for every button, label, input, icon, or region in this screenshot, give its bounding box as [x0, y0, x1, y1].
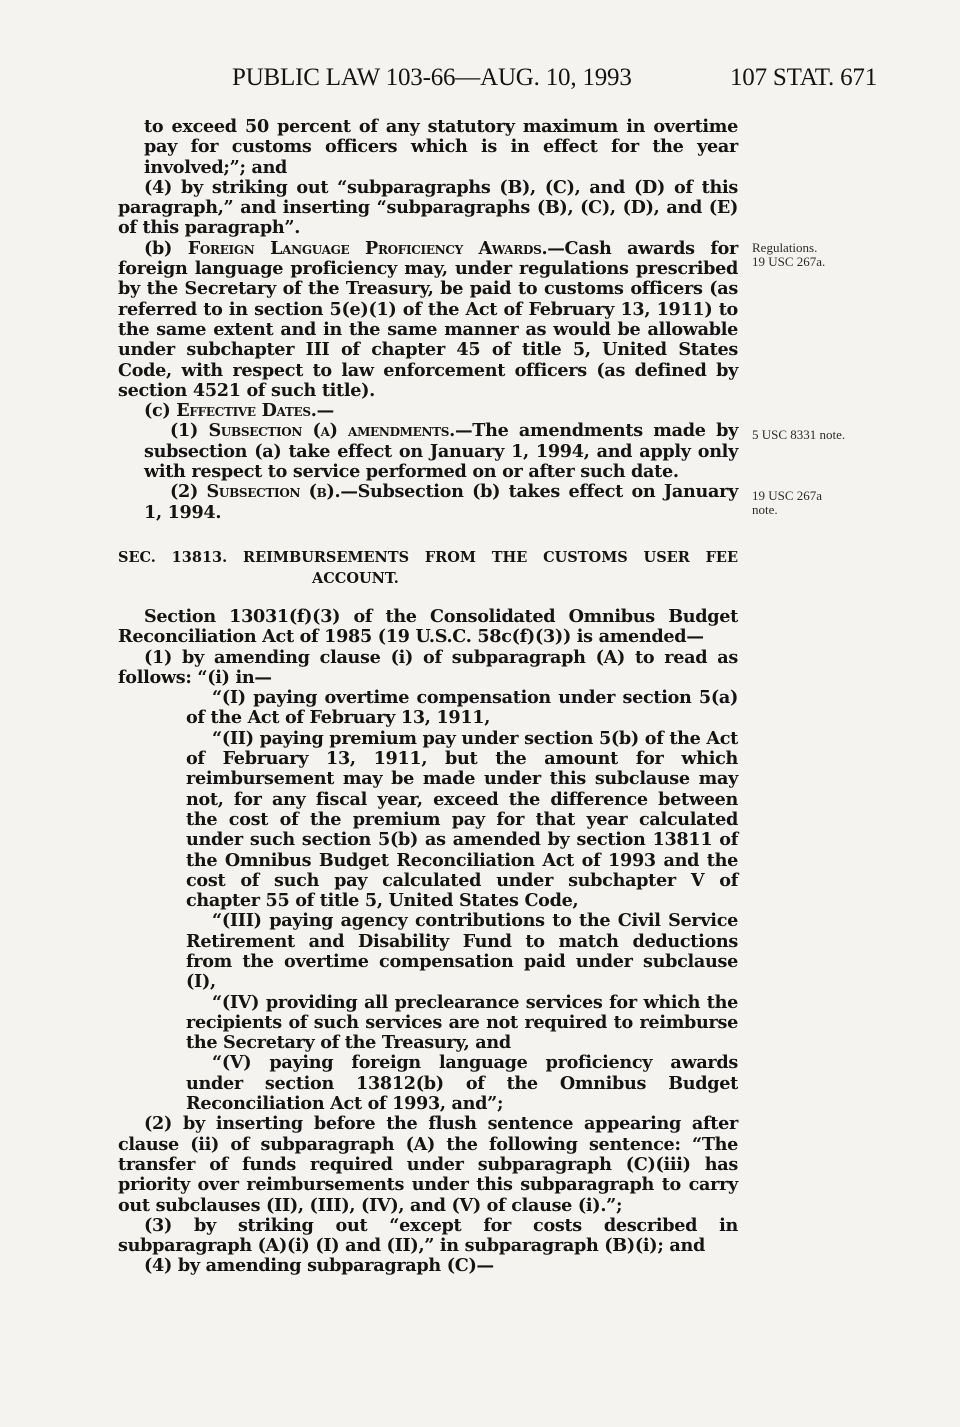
section-title-line-1: REIMBURSEMENTS FROM THE CUSTOMS USER FEE — [243, 548, 738, 566]
margin-note-line: 5 USC 8331 note. — [752, 427, 846, 442]
paragraph-label: (1) — [170, 420, 198, 442]
paragraph: (3) by striking out “except for costs described in subparagraph (A)(i) (I) and (II),” in subparagraph (B)(i); and — [118, 1214, 738, 1257]
margin-note-5-usc-8331 — [752, 428, 845, 442]
margin-note-regulations — [752, 241, 825, 269]
paragraph-heading: Subsection (b). — [206, 481, 341, 503]
paragraph-c1 — [118, 421, 738, 482]
margin-note-19-usc-267a-note — [752, 489, 822, 517]
page-number: 107 STAT. 671 — [729, 64, 877, 91]
paragraph: (4) by striking out “subparagraphs (B), (C), and (D) of this paragraph,” and inserting “subparagraphs (B), (C), (D), and (E) of this paragraph”. — [118, 176, 738, 239]
subsection-text: — — [316, 400, 334, 422]
paragraph: “(IV) providing all preclearance services for which the recipients of such services are not required to reimburse the Secretary of the Treasury, and — [186, 991, 738, 1054]
margin-note-line: 19 USC 267a — [752, 488, 823, 503]
paragraph-c2 — [118, 482, 738, 523]
paragraph-text: —Subsection (b) takes effect on January 1, 1994. — [144, 481, 739, 523]
subsection-heading: Foreign Language Proficiency Awards. — [187, 237, 548, 259]
paragraph-subsection-b — [118, 239, 738, 401]
paragraph: Section 13031(f)(3) of the Consolidated Omnibus Budget Reconciliation Act of 1985 (19 U.S.C. 58c(f)(3)) is amended— — [118, 605, 738, 648]
section-title-line-2: ACCOUNT. — [312, 569, 399, 587]
paragraph: to exceed 50 percent of any statutory maximum in overtime pay for customs officers which is in effect for the year involved;”; and — [144, 116, 738, 178]
margin-note-line: 19 USC 267a. — [752, 254, 826, 269]
subsection-label: (c) — [144, 400, 171, 422]
subsection-label: (b) — [144, 237, 173, 259]
paragraph: “(I) paying overtime compensation under section 5(a) of the Act of February 13, 1911, — [186, 687, 738, 729]
paragraph-text: —The amendments made by subsection (a) take effect on January 1, 1994, and apply only with respect to service performed on or after such date. — [144, 420, 738, 483]
page-header — [232, 64, 877, 96]
paragraph-subsection-c — [118, 401, 738, 421]
subsection-text: —Cash awards for foreign language proficiency may, under regulations prescribed by the Secretary of the Treasury, be paid to customs officers (as referred to in section 5(e)(1) of the Act of February 13, 1911) to the same extent and in the same manner as would be allowable under subchapter III of chapter 45 of title 5, United States Code, with respect to law enforcement officers (as defined by section 4521 of such title). — [118, 237, 738, 401]
section-number: SEC. 13813. — [118, 548, 228, 566]
paragraph-label: (2) — [170, 481, 198, 503]
paragraph: “(V) paying foreign language proficiency awards under section 13812(b) of the Omnibus Budget Reconciliation Act of 1993, and”; — [186, 1052, 738, 1115]
subsection-heading: Effective Dates. — [176, 400, 317, 422]
paragraph: (2) by inserting before the flush sentence appearing after clause (ii) of subparagraph (A) the following sentence: “The transfer of funds required under subparagraph (C)(iii) has priority over reimbursements under this subparagraph to carry out subclauses (II), (III), (IV), and (V) of clause (i).”; — [118, 1113, 738, 1216]
running-head: PUBLIC LAW 103-66—AUG. 10, 1993 — [232, 64, 632, 91]
paragraph: (4) by amending subparagraph (C)— — [144, 1255, 494, 1277]
margin-note-line: note. — [752, 502, 778, 517]
paragraph-heading: Subsection (a) amendments. — [208, 420, 455, 442]
paragraph: (1) by amending clause (i) of subparagraph (A) to read as follows: “(i) in— — [118, 646, 738, 688]
paragraph: “(III) paying agency contributions to the Civil Service Retirement and Disability Fund to match deductions from the overtime compensation paid under subclause (I), — [186, 910, 738, 993]
document-body — [118, 117, 738, 1277]
margin-note-line: Regulations. — [752, 240, 818, 255]
paragraph: “(II) paying premium pay under section 5(b) of the Act of February 13, 1911, but the amount for which reimbursement may be made under this subclause may not, for any fiscal year, exceed the difference between the cost of the premium pay for that year calculated under such section 5(b) as amended by section 13811 of the Omnibus Budget Reconciliation Act of 1993 and the cost of such pay calculated under subchapter V of chapter 55 of title 5, United States Code, — [186, 727, 738, 912]
section-heading — [118, 547, 738, 589]
